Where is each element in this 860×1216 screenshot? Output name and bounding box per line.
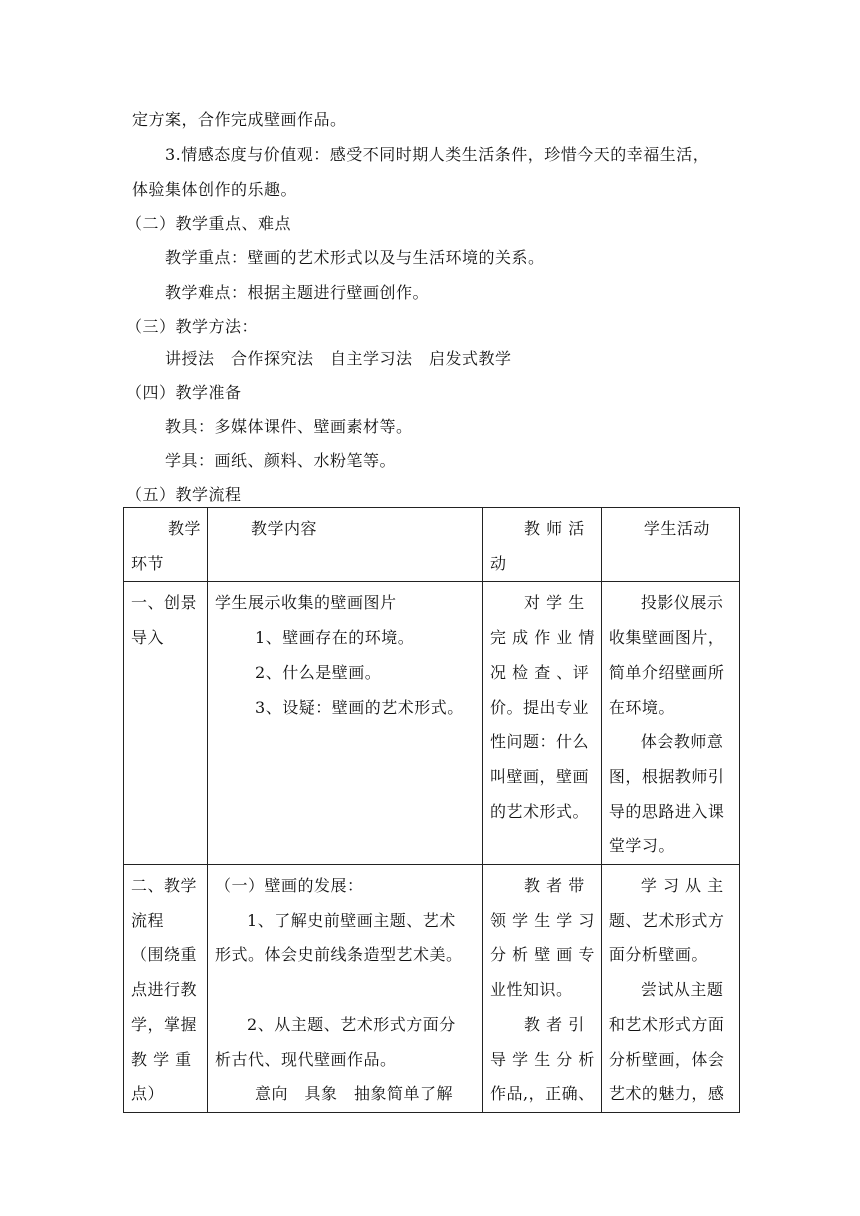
teacher-line: 教 者 带 bbox=[524, 876, 585, 896]
content-line: 2、什么是壁画。 bbox=[255, 662, 382, 682]
header-teacher-line: 教 师 活 bbox=[524, 519, 585, 538]
student-tools-text: 学具：画纸、颜料、水粉笔等。 bbox=[165, 451, 397, 470]
stage-line: （围绕重 bbox=[131, 945, 198, 965]
header-teacher-cell bbox=[483, 508, 602, 582]
content-line bbox=[215, 973, 476, 1008]
student-line: 面分析壁画。 bbox=[608, 945, 708, 965]
teacher-line: 导 学 生 分 析 bbox=[490, 1049, 595, 1069]
student-line: 堂学习。 bbox=[608, 836, 675, 856]
methods-text: 讲授法 合作探究法 自主学习法 启发式教学 bbox=[165, 349, 512, 368]
heading-methods: （三）教学方法： bbox=[126, 317, 259, 336]
teacher-activity-cell bbox=[483, 865, 602, 1113]
teacher-tools-text: 教具：多媒体课件、壁画素材等。 bbox=[165, 417, 413, 436]
teacher-line: 作品,，正确、 bbox=[490, 1084, 595, 1104]
teacher-activity-cell bbox=[483, 582, 602, 865]
content-line: （一）壁画的发展： bbox=[215, 876, 364, 896]
student-line: 尝试从主题 bbox=[640, 980, 724, 1000]
stage-line: 导入 bbox=[131, 628, 165, 648]
heading-flow: （五）教学流程 bbox=[126, 485, 242, 504]
student-line: 艺术的魅力，感 bbox=[608, 1084, 725, 1104]
teacher-line: 教 者 引 bbox=[524, 1014, 585, 1034]
header-stage-cell bbox=[124, 508, 208, 582]
paragraph-plan: 定方案，合作完成壁画作品。 bbox=[132, 110, 347, 129]
teacher-line: 对 学 生 bbox=[524, 593, 585, 613]
content-line: 意向 具象 抽象简单了解 bbox=[255, 1084, 454, 1104]
content-cell bbox=[208, 582, 483, 865]
stage-cell bbox=[124, 582, 208, 865]
content-line: 1、了解史前壁画主题、艺术 bbox=[247, 910, 456, 930]
difficult-point-text: 教学难点：根据主题进行壁画创作。 bbox=[165, 283, 430, 302]
teacher-line: 价。提出专业 bbox=[490, 697, 590, 717]
paragraph-emotion-line2: 体验集体创作的乐趣。 bbox=[132, 180, 298, 199]
table-row bbox=[124, 582, 740, 865]
stage-line: 点） bbox=[131, 1084, 165, 1104]
header-stage-line: 环节 bbox=[131, 553, 165, 573]
student-line: 简单介绍壁画所 bbox=[608, 662, 725, 682]
student-line: 在环境。 bbox=[608, 697, 675, 717]
content-line: 1、壁画存在的环境。 bbox=[255, 628, 415, 648]
stage-line: 教 学 重 bbox=[131, 1049, 192, 1069]
key-point-text: 教学重点：壁画的艺术形式以及与生活环境的关系。 bbox=[165, 248, 545, 267]
student-line: 和艺术形式方面 bbox=[608, 1014, 725, 1034]
header-student-cell bbox=[601, 508, 739, 582]
student-activity-cell bbox=[601, 865, 739, 1113]
header-stage-line: 教学 bbox=[168, 519, 202, 538]
header-student-label: 学生活动 bbox=[643, 519, 710, 538]
heading-key-points: （二）教学重点、难点 bbox=[126, 214, 292, 233]
student-line: 投影仪展示 bbox=[640, 593, 724, 613]
student-line: 导的思路进入课 bbox=[608, 801, 725, 821]
table-header-row bbox=[124, 508, 740, 582]
header-teacher-line: 动 bbox=[490, 553, 507, 573]
teacher-line: 叫壁画，壁画 bbox=[490, 766, 590, 786]
content-line: 学生展示收集的壁画图片 bbox=[215, 593, 397, 613]
teaching-flow-table bbox=[123, 507, 740, 1113]
student-line: 分析壁画，体会 bbox=[608, 1049, 725, 1069]
teacher-line: 完 成 作 业 情 bbox=[490, 628, 595, 648]
content-line: 形式。体会史前线条造型艺术美。 bbox=[215, 945, 463, 965]
student-line: 体会教师意 bbox=[640, 732, 724, 752]
student-line: 图，根据教师引 bbox=[608, 766, 725, 786]
table-row bbox=[124, 865, 740, 1113]
content-line: 2、从主题、艺术形式方面分 bbox=[247, 1014, 456, 1034]
teacher-line: 业性知识。 bbox=[490, 980, 573, 1000]
content-line: 析古代、现代壁画作品。 bbox=[215, 1049, 397, 1069]
heading-preparation: （四）教学准备 bbox=[126, 383, 242, 402]
stage-line: 学，掌握 bbox=[131, 1014, 198, 1034]
teacher-line: 况 检 查 、评 bbox=[490, 662, 590, 682]
teacher-line: 性问题：什么 bbox=[490, 732, 590, 752]
student-line: 收集壁画图片， bbox=[608, 628, 725, 648]
header-content-cell bbox=[208, 508, 483, 582]
student-line: 学 习 从 主 bbox=[640, 876, 724, 896]
teacher-line: 领 学 生 学 习 bbox=[490, 910, 595, 930]
header-content-label: 教学内容 bbox=[251, 519, 318, 538]
stage-line: 点进行教 bbox=[131, 980, 198, 1000]
stage-line: 流程 bbox=[131, 910, 165, 930]
student-activity-cell bbox=[601, 582, 739, 865]
paragraph-emotion-line1: 3.情感态度与价值观：感受不同时期人类生活条件，珍惜今天的幸福生活， bbox=[165, 145, 710, 164]
student-line: 题、艺术形式方 bbox=[608, 910, 725, 930]
stage-line: 二、教学 bbox=[131, 876, 198, 896]
content-cell bbox=[208, 865, 483, 1113]
stage-cell bbox=[124, 865, 208, 1113]
teacher-line: 分 析 壁 画 专 bbox=[490, 945, 595, 965]
teacher-line: 的艺术形式。 bbox=[490, 801, 590, 821]
content-line: 3、设疑：壁画的艺术形式。 bbox=[255, 697, 464, 717]
stage-line: 一、创景 bbox=[131, 593, 198, 613]
